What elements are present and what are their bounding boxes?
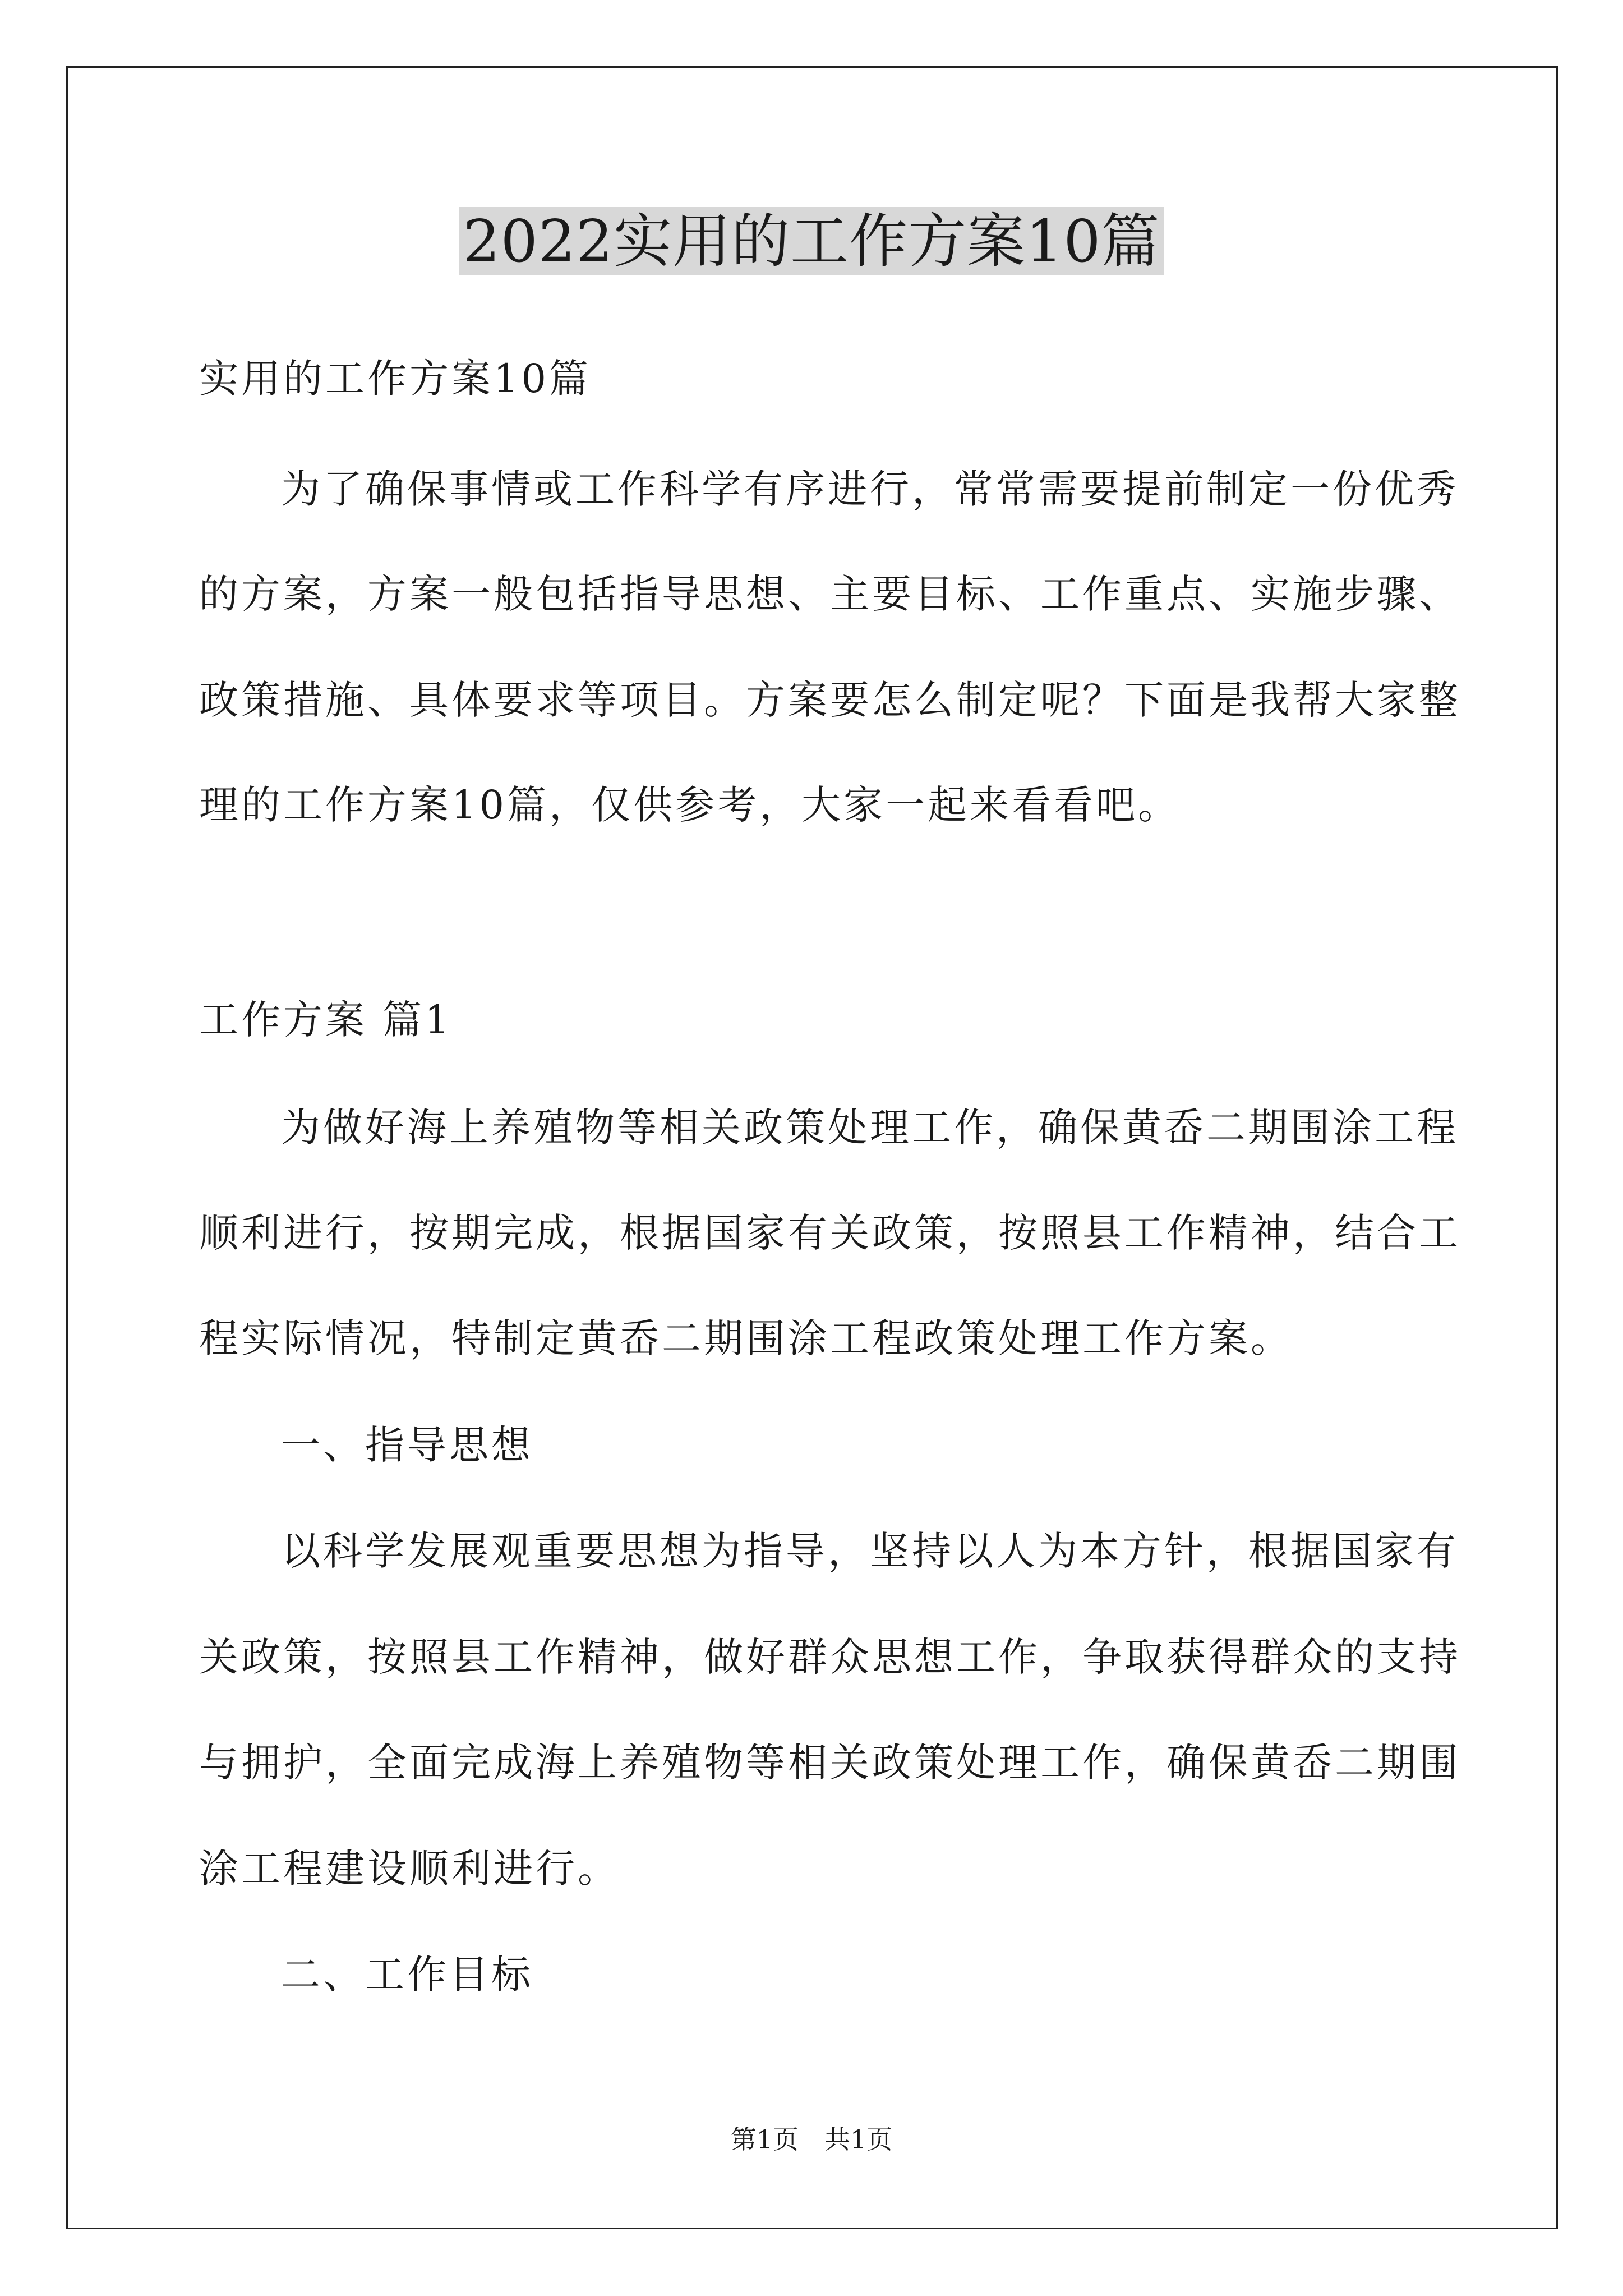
intro-line-4: 理的工作方案10篇，仅供参考，大家一起来看看吧。	[199, 782, 1181, 828]
document-title-text: 2022实用的工作方案10篇	[459, 207, 1163, 275]
section1-para1-line-2: 顺利进行，按期完成，根据国家有关政策，按照县工作精神，结合工	[199, 1210, 1461, 1256]
subtitle: 实用的工作方案10篇	[199, 356, 592, 402]
guiding-line-4: 涂工程建设顺利进行。	[199, 1846, 620, 1892]
section1-para1-line-3: 程实际情况，特制定黄岙二期围涂工程政策处理工作方案。	[199, 1315, 1293, 1361]
page-footer: 第1页 共1页	[730, 2124, 893, 2155]
heading-work-goals: 二、工作目标	[281, 1952, 533, 1998]
heading-guiding-ideology: 一、指导思想	[281, 1422, 533, 1468]
document-title	[0, 205, 1623, 278]
intro-line-2: 的方案，方案一般包括指导思想、主要目标、工作重点、实施步骤、	[199, 571, 1461, 617]
section1-heading: 工作方案 篇1	[199, 997, 453, 1043]
guiding-line-1: 以科学发展观重要思想为指导，坚持以人为本方针，根据国家有	[281, 1528, 1459, 1574]
section1-para1-line-1: 为做好海上养殖物等相关政策处理工作，确保黄岙二期围涂工程	[281, 1105, 1459, 1151]
guiding-line-2: 关政策，按照县工作精神，做好群众思想工作，争取获得群众的支持	[199, 1634, 1461, 1680]
intro-line-3: 政策措施、具体要求等项目。方案要怎么制定呢？下面是我帮大家整	[199, 677, 1461, 723]
intro-line-1: 为了确保事情或工作科学有序进行，常常需要提前制定一份优秀	[281, 466, 1459, 512]
guiding-line-3: 与拥护，全面完成海上养殖物等相关政策处理工作，确保黄岙二期围	[199, 1740, 1461, 1786]
